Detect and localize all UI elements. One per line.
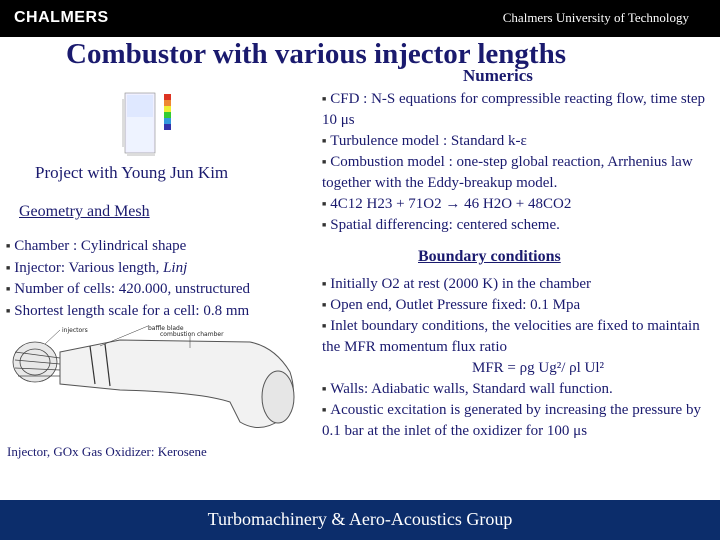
bullet-icon: ■ — [322, 200, 327, 209]
list-item: ■ Initially O2 at rest (2000 K) in the chamber — [322, 276, 591, 292]
bullet-icon: ■ — [322, 385, 327, 394]
bullet-icon: ■ — [6, 242, 11, 250]
footer-bar — [0, 500, 720, 540]
bullet-icon: ■ — [6, 263, 11, 272]
bullet-icon: ■ — [6, 285, 11, 294]
bullet-icon: ■ — [6, 307, 11, 316]
list-item: ■ Inlet boundary conditions, the velocities are fixed to maintain the MFR momentum flux ratio — [322, 318, 700, 356]
project-credit: Project with Young Jun Kim — [35, 163, 229, 182]
bullet-icon: ■ — [322, 221, 327, 230]
bullet-icon: ■ — [322, 301, 327, 310]
bullet-icon: ■ — [322, 137, 327, 146]
chalmers-logo: CHALMERS — [14, 9, 109, 26]
injectors-label: injectors — [62, 327, 88, 334]
list-item: ■ Number of cells: 420.000, unstructured — [6, 281, 251, 298]
list-item: ■ Combustion model : one-step global reaction, Arrhenius law together with the Eddy-breakup model. — [322, 154, 693, 192]
boundary-heading: Boundary conditions — [418, 248, 561, 265]
bullet-icon: ■ — [322, 322, 327, 331]
list-item: ■ Walls: Adiabatic walls, Standard wall function. — [322, 381, 613, 398]
combustor-geometry-figure — [0, 322, 310, 440]
geometry-heading: Geometry and Mesh — [19, 203, 150, 220]
list-item: ■ Acoustic excitation is generated by increasing the pressure by 0.1 bar at the inlet of the oxidizer for 100 μs — [322, 402, 701, 440]
geometry-bullets — [6, 236, 250, 323]
list-item: ■ CFD : N-S equations for compressible reacting flow, time step 10 μs — [322, 91, 706, 129]
list-item: ■ Chamber : Cylindrical shape — [6, 238, 187, 255]
injector-length-symbol: Linj — [163, 259, 188, 276]
figure-caption: Injector, GOx Gas Oxidizer: Kerosene — [7, 444, 207, 459]
simulation-thumbnail — [115, 89, 183, 161]
bullet-icon: ■ — [322, 158, 327, 167]
list-item: ■ 4C12 H23 + 71O2 → 46 H2O + 48CO2 — [322, 196, 572, 213]
footer-text: Turbomachinery & Aero-Acoustics Group — [207, 509, 513, 529]
bullet-icon: ■ — [322, 406, 327, 415]
list-item: ■ Turbulence model : Standard k-ε — [322, 133, 527, 150]
combustion-chamber-label: combustion chamber — [160, 331, 224, 338]
boundary-bullets — [322, 274, 714, 442]
numerics-heading: Numerics — [463, 66, 533, 85]
bullet-icon: ■ — [322, 280, 327, 289]
list-item: ■ Shortest length scale for a cell: 0.8 mm — [6, 303, 250, 320]
bullet-icon: ■ — [322, 95, 327, 104]
list-item: ■ Injector: Various length, Linj — [6, 259, 188, 276]
mfr-formula: MFR = ρg Ug²/ ρl Ul² — [471, 360, 605, 377]
slide-title: Combustor with various injector lengths — [66, 38, 566, 70]
list-item: ■ Spatial differencing: centered scheme. — [322, 217, 560, 234]
list-item: ■ Open end, Outlet Pressure fixed: 0.1 Mpa — [322, 297, 581, 314]
top-bar — [0, 0, 720, 37]
baffle-blade-label: baffle blade — [148, 325, 184, 332]
numerics-bullets — [322, 89, 714, 236]
university-name: Chalmers University of Technology — [502, 10, 689, 25]
